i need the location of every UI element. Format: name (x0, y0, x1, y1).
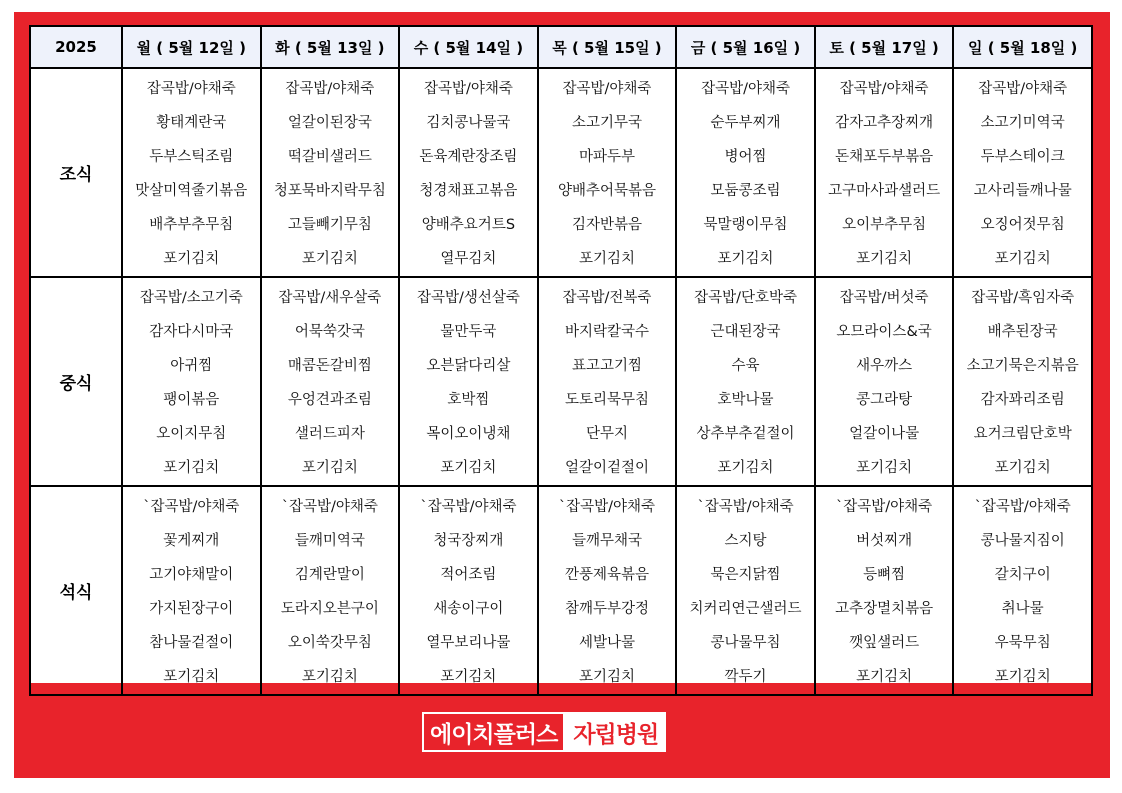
dish-list (539, 278, 676, 485)
dish-item: 감자다시마국 (149, 324, 234, 340)
dish-item: `잡곡밥/야채죽 (420, 499, 517, 515)
dish-item: 포기김치 (856, 460, 913, 476)
dish-item: 매콤돈갈비찜 (287, 358, 372, 374)
dish-item: 포기김치 (301, 460, 358, 476)
dish-item: 팽이볶음 (163, 392, 220, 408)
dish-item: 콩그라탕 (856, 392, 913, 408)
dish-item: 오븐닭다리살 (426, 358, 511, 374)
dish-item: `잡곡밥/야채죽 (836, 499, 933, 515)
dish-item: 어묵쑥갓국 (294, 324, 365, 340)
dish-item: 얼갈이겉절이 (564, 460, 649, 476)
dish-item: 열무김치 (440, 251, 497, 267)
dish-item: 적어조림 (440, 567, 497, 583)
dish-item: 마파두부 (578, 149, 635, 165)
menu-body (30, 68, 1092, 695)
dish-item: 감자꽈리조림 (980, 392, 1065, 408)
dish-item: 세발나물 (578, 635, 635, 651)
day-header-wed: 수 ( 5월 14일 ) (399, 26, 538, 68)
day-header-mon: 월 ( 5월 12일 ) (122, 26, 261, 68)
dish-item: 깻잎샐러드 (849, 635, 920, 651)
dish-item: 소고기미역국 (980, 115, 1065, 131)
dish-item: 포기김치 (856, 251, 913, 267)
year-header: 2025 (30, 26, 122, 68)
logo-suffix: 자립병원 (565, 712, 666, 752)
dish-item: 들깨미역국 (294, 533, 365, 549)
dish-item: 우엉견과조림 (287, 392, 372, 408)
dish-list (123, 487, 260, 694)
meal-row (30, 486, 1092, 695)
dish-item: 잡곡밥/야채죽 (285, 81, 375, 97)
dish-item: 고들빼기무침 (287, 217, 372, 233)
menu-cell (538, 277, 677, 486)
dish-item: 새송이구이 (433, 601, 504, 617)
dish-item: 배추된장국 (987, 324, 1058, 340)
dish-item: 청국장찌개 (433, 533, 504, 549)
weekly-menu-table (29, 25, 1093, 696)
dish-list (123, 69, 260, 276)
dish-item: 청포묵바지락무침 (273, 183, 386, 199)
dish-item: 도라지오븐구이 (280, 601, 379, 617)
dish-item: 잡곡밥/전복죽 (562, 290, 652, 306)
dish-list (400, 69, 537, 276)
dish-item: 잡곡밥/단호박죽 (694, 290, 797, 306)
dish-item: 참깨두부강정 (564, 601, 649, 617)
dish-item: 표고고기찜 (571, 358, 642, 374)
meal-label: 석식 (30, 486, 122, 695)
menu-cell (399, 277, 538, 486)
dish-item: 오이지무침 (156, 426, 227, 442)
dish-list (816, 69, 953, 276)
meal-row (30, 277, 1092, 486)
menu-cell (676, 486, 815, 695)
menu-cell (261, 486, 400, 695)
dish-item: 목이오이냉채 (426, 426, 511, 442)
dish-item: 오이쑥갓무침 (287, 635, 372, 651)
logo-brand: 에이치플러스 (422, 712, 565, 752)
dish-item: 요거크림단호박 (973, 426, 1072, 442)
dish-item: 양배추요거트S (421, 217, 516, 233)
menu-cell (953, 277, 1092, 486)
menu-cell (815, 486, 954, 695)
dish-item: `잡곡밥/야채죽 (697, 499, 794, 515)
dish-item: 포기김치 (856, 669, 913, 685)
day-header-sat: 토 ( 5월 17일 ) (815, 26, 954, 68)
dish-item: 새우까스 (856, 358, 913, 374)
dish-item: 묵말랭이무침 (703, 217, 788, 233)
dish-item: 아귀찜 (170, 358, 213, 374)
dish-item: 잡곡밥/야채죽 (978, 81, 1068, 97)
dish-item: 잡곡밥/버섯죽 (839, 290, 929, 306)
dish-item: 도토리묵무침 (564, 392, 649, 408)
dish-item: 버섯찌개 (856, 533, 913, 549)
dish-item: 얼갈이된장국 (287, 115, 372, 131)
dish-item: 바지락칼국수 (564, 324, 649, 340)
dish-list (262, 278, 399, 485)
dish-item: 잡곡밥/생선살죽 (416, 290, 520, 306)
dish-list (954, 487, 1091, 694)
dish-item: 포기김치 (163, 251, 220, 267)
day-header-fri: 금 ( 5월 16일 ) (676, 26, 815, 68)
menu-cell (815, 277, 954, 486)
dish-item: 수육 (731, 358, 760, 374)
dish-list (816, 487, 953, 694)
dish-item: 잡곡밥/야채죽 (839, 81, 929, 97)
dish-item: 순두부찌개 (710, 115, 781, 131)
dish-list (123, 278, 260, 485)
dish-item: `잡곡밥/야채죽 (281, 499, 378, 515)
menu-cell (676, 68, 815, 277)
day-header-tue: 화 ( 5월 13일 ) (261, 26, 400, 68)
dish-item: 취나물 (1001, 601, 1044, 617)
dish-item: 양배추어묵볶음 (557, 183, 656, 199)
dish-item: 오이부추무침 (842, 217, 927, 233)
dish-item: 등뼈찜 (863, 567, 906, 583)
dish-item: 포기김치 (301, 669, 358, 685)
menu-cell (676, 277, 815, 486)
dish-item: 샐러드피자 (294, 426, 365, 442)
dish-item: 잡곡밥/야채죽 (701, 81, 790, 97)
menu-cell (953, 68, 1092, 277)
dish-item: `잡곡밥/야채죽 (974, 499, 1071, 515)
dish-item: 고기야채말이 (149, 567, 234, 583)
dish-item: 잡곡밥/야채죽 (146, 81, 236, 97)
dish-item: `잡곡밥/야채죽 (558, 499, 656, 515)
dish-item: 포기김치 (163, 460, 220, 476)
dish-item: 두부스틱조림 (149, 149, 234, 165)
dish-list (677, 487, 814, 694)
dish-item: 김계란말이 (294, 567, 365, 583)
dish-item: 잡곡밥/소고기죽 (139, 290, 243, 306)
dish-item: 감자고추장찌개 (835, 115, 934, 131)
dish-list (262, 487, 399, 694)
dish-item: 고추장멸치볶음 (835, 601, 934, 617)
dish-item: 포기김치 (717, 251, 774, 267)
dish-item: 호박나물 (717, 392, 774, 408)
dish-item: 포기김치 (994, 460, 1051, 476)
dish-item: 잡곡밥/야채죽 (423, 81, 513, 97)
dish-item: 포기김치 (440, 669, 497, 685)
dish-list (954, 278, 1091, 485)
dish-item: 깐풍제육볶음 (564, 567, 649, 583)
dish-item: 가지된장구이 (149, 601, 234, 617)
menu-sheet (29, 25, 1093, 683)
dish-item: 오징어젓무침 (980, 217, 1065, 233)
dish-item: 오므라이스&국 (836, 324, 932, 340)
dish-item: 청경채표고볶음 (419, 183, 518, 199)
dish-item: 김치콩나물국 (426, 115, 511, 131)
dish-list (262, 69, 399, 276)
dish-list (400, 278, 537, 485)
dish-item: 참나물겉절이 (149, 635, 234, 651)
menu-cell (122, 68, 261, 277)
dish-item: 스지탕 (724, 533, 767, 549)
dish-item: 고사리들깨나물 (973, 183, 1072, 199)
dish-item: 소고기무국 (571, 115, 642, 131)
dish-item: 맛살미역줄기볶음 (135, 183, 248, 199)
day-header-sun: 일 ( 5월 18일 ) (953, 26, 1092, 68)
menu-cell (399, 486, 538, 695)
dish-item: 모둠콩조림 (710, 183, 781, 199)
hospital-logo (422, 712, 666, 752)
dish-item: 포기김치 (440, 460, 497, 476)
dish-item: 포기김치 (163, 669, 220, 685)
dish-item: 잡곡밥/흑임자죽 (971, 290, 1075, 306)
dish-item: 돈채포두부볶음 (835, 149, 934, 165)
dish-item: 포기김치 (578, 669, 635, 685)
meal-label: 조식 (30, 68, 122, 277)
dish-list (816, 278, 953, 485)
header-row (30, 26, 1092, 68)
dish-list (539, 487, 676, 694)
dish-item: 우묵무침 (994, 635, 1051, 651)
dish-list (677, 278, 814, 485)
dish-item: 포기김치 (717, 460, 774, 476)
dish-list (954, 69, 1091, 276)
meal-label: 중식 (30, 277, 122, 486)
dish-item: 떡갈비샐러드 (287, 149, 372, 165)
dish-item: 단무지 (585, 426, 628, 442)
dish-item: 포기김치 (301, 251, 358, 267)
menu-cell (538, 486, 677, 695)
dish-item: 열무보리나물 (426, 635, 511, 651)
menu-cell (399, 68, 538, 277)
menu-cell (953, 486, 1092, 695)
dish-item: 얼갈이나물 (849, 426, 920, 442)
dish-item: 물만두국 (440, 324, 497, 340)
dish-item: 고구마사과샐러드 (828, 183, 941, 199)
dish-list (400, 487, 537, 694)
dish-item: 김자반볶음 (571, 217, 642, 233)
dish-item: 포기김치 (994, 669, 1051, 685)
dish-item: 소고기묵은지볶음 (966, 358, 1079, 374)
dish-item: 콩나물무침 (710, 635, 781, 651)
dish-item: `잡곡밥/야채죽 (143, 499, 240, 515)
dish-item: 황태계란국 (156, 115, 227, 131)
dish-item: 병어찜 (724, 149, 767, 165)
dish-item: 근대된장국 (710, 324, 781, 340)
dish-list (677, 69, 814, 276)
menu-cell (538, 68, 677, 277)
dish-item: 묵은지닭찜 (710, 567, 781, 583)
meal-row (30, 68, 1092, 277)
dish-item: 들깨무채국 (571, 533, 642, 549)
dish-item: 돈육계란장조림 (419, 149, 518, 165)
day-header-thu: 목 ( 5월 15일 ) (538, 26, 677, 68)
dish-item: 깍두기 (724, 669, 767, 685)
dish-item: 상추부추겉절이 (696, 426, 795, 442)
menu-cell (261, 277, 400, 486)
dish-item: 호박찜 (447, 392, 490, 408)
dish-item: 포기김치 (578, 251, 635, 267)
dish-list (539, 69, 676, 276)
dish-item: 치커리연근샐러드 (689, 601, 802, 617)
menu-cell (815, 68, 954, 277)
dish-item: 꽃게찌개 (163, 533, 220, 549)
dish-item: 잡곡밥/새우살죽 (278, 290, 382, 306)
menu-cell (261, 68, 400, 277)
dish-item: 잡곡밥/야채죽 (562, 81, 652, 97)
menu-cell (122, 486, 261, 695)
dish-item: 두부스테이크 (980, 149, 1065, 165)
menu-cell (122, 277, 261, 486)
dish-item: 콩나물지짐이 (980, 533, 1065, 549)
dish-item: 배추부추무침 (149, 217, 234, 233)
dish-item: 포기김치 (994, 251, 1051, 267)
dish-item: 갈치구이 (994, 567, 1051, 583)
